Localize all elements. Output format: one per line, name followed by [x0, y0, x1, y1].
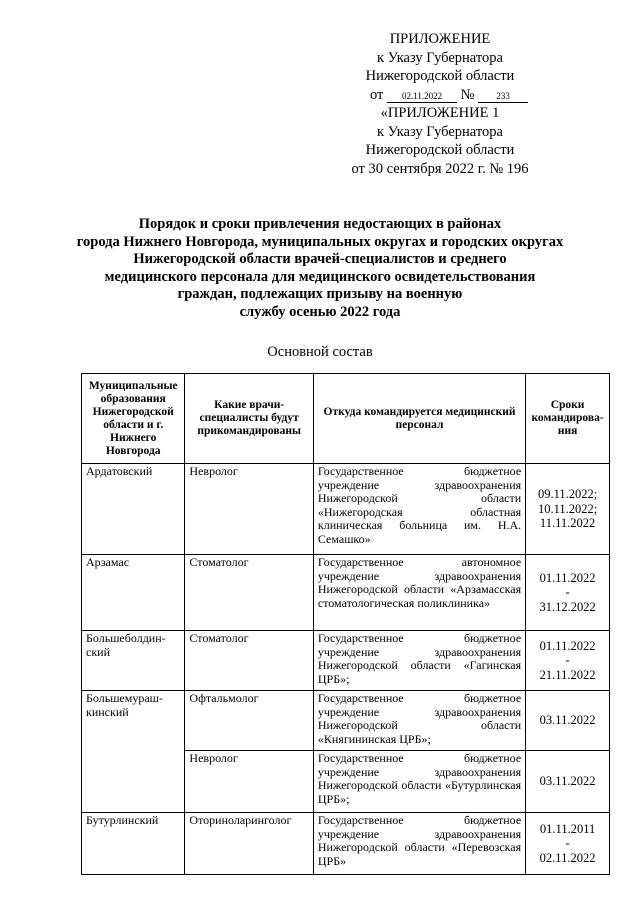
table-row [82, 813, 610, 875]
table-row [82, 555, 610, 631]
title-line: Нижегородской области врачей-специалистов и среднего [133, 251, 507, 268]
title-line: граждан, подлежащих призыву на военную [177, 286, 463, 303]
cell-term [526, 555, 610, 631]
region-name-2: Нижегородской области [365, 142, 515, 158]
cell-source: Государственное бюджетное учреждение здравоохранения Нижегородской области «Нижегородская областная клиническая больница им. Н.А. Семашко» [313, 464, 525, 555]
cell-term [526, 813, 610, 875]
cell-specialist: Невролог [185, 751, 313, 813]
title-line: службу осенью 2022 года [239, 303, 401, 320]
table-row [82, 691, 610, 751]
decree-ref: к Указу Губернатора [377, 49, 503, 66]
cell-specialist: Оториноларинголог [185, 813, 313, 875]
decree-date: 02.11.2022 [387, 90, 457, 103]
cell-specialist: Офтальмолог [185, 691, 313, 751]
from-label: от [370, 86, 384, 103]
cell-source: Государственное бюджетное учреждение здравоохранения Нижегородской области «Гагинская ЦРБ»; [313, 631, 525, 691]
header-terms: Сроки командирова-ния [526, 374, 610, 464]
title-line: медицинского персонала для медицинского освидетельствования [104, 268, 536, 285]
term-line: 31.12.2022 [539, 599, 596, 614]
term-line: - [565, 585, 570, 600]
assignment-table [81, 373, 610, 875]
term-line: 11.11.2022 [539, 516, 596, 531]
table-header-row [82, 374, 610, 464]
cell-source: Государственное автономное учреждение здравоохранения Нижегородской области «Арзамасская стоматологическая поликлиника» [313, 555, 525, 631]
cell-municipality: Ардатовский [82, 464, 185, 555]
cell-municipality: Большеболдин-ский [82, 631, 185, 691]
original-decree-date: от 30 сентября 2022 г. № 196 [351, 160, 529, 177]
table-row [82, 631, 610, 691]
cell-source: Государственное бюджетное учреждение здравоохранения Нижегородской области «Бутурлинская ЦРБ»; [313, 751, 525, 813]
cell-specialist: Невролог [185, 464, 313, 555]
term-line: 09.11.2022; [537, 487, 598, 502]
cell-term [526, 691, 610, 751]
term-line: 01.11.2022 [539, 570, 596, 585]
decree-ref-2: к Указу Губернатора [377, 123, 503, 140]
cell-source: Государственное бюджетное учреждение здравоохранения Нижегородской области «Перевозская ЦРБ» [313, 813, 525, 875]
decree-date-line [330, 86, 550, 105]
cell-specialist: Стоматолог [185, 555, 313, 631]
term-line: - [565, 836, 570, 851]
term-line: 01.11.2011 [539, 821, 596, 836]
title-line: Порядок и сроки привлечения недостающих в районах [138, 216, 502, 232]
term-line: 10.11.2022; [537, 501, 598, 516]
cell-term [526, 751, 610, 813]
header-specialists: Какие врачи-специалисты будут прикомандированы [185, 374, 313, 464]
title-line: города Нижнего Новгорода, муниципальных округах и городских округах [76, 233, 564, 250]
term-line: 21.11.2022 [539, 667, 596, 682]
cell-term [526, 631, 610, 691]
cell-term [526, 464, 610, 555]
number-sign: № [460, 86, 475, 103]
decree-number: 233 [478, 90, 528, 103]
header-municipality: Муниципальные образования Нижегородской области и г. Нижнего Новгорода [82, 374, 185, 464]
appendix-header [330, 30, 550, 178]
term-line: - [565, 653, 570, 668]
cell-specialist: Стоматолог [185, 631, 313, 691]
term-line: 03.11.2022 [539, 713, 596, 728]
term-line: 03.11.2022 [539, 774, 596, 789]
header-source: Откуда командируется медицинский персонал [313, 374, 525, 464]
appendix-1-label: «ПРИЛОЖЕНИЕ 1 [380, 105, 500, 121]
cell-source: Государственное бюджетное учреждение здравоохранения Нижегородской области «Княгининская ЦРБ»; [313, 691, 525, 751]
table-row [82, 464, 610, 555]
term-line: 02.11.2022 [539, 850, 596, 865]
appendix-label: ПРИЛОЖЕНИЕ [389, 31, 491, 47]
term-line: 01.11.2022 [539, 638, 596, 653]
cell-municipality: Арзамас [82, 555, 185, 631]
cell-municipality: Большемураш-кинский [82, 691, 185, 813]
region-name: Нижегородской области [365, 68, 515, 84]
subtitle: Основной состав [267, 344, 373, 360]
document-title [60, 216, 580, 322]
cell-municipality: Бутурлинский [82, 813, 185, 875]
